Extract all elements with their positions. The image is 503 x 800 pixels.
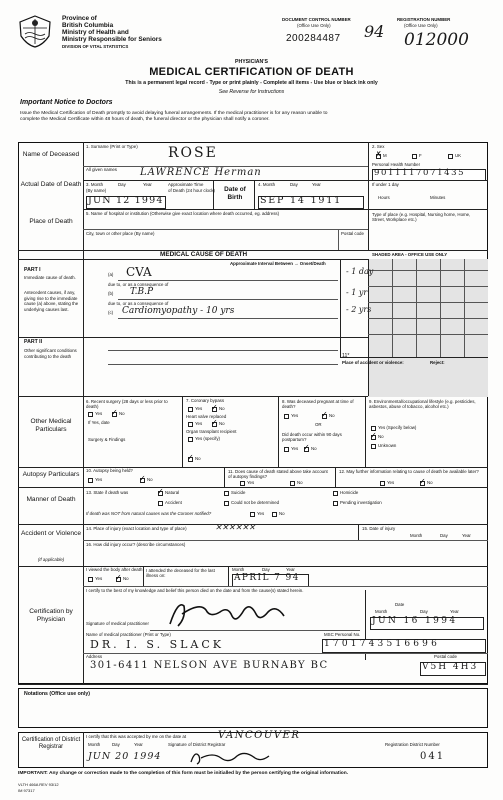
attended-label: I attended the deceased for the last illness on: [146, 568, 215, 579]
registration-sub: (Office Use Only) [404, 23, 438, 28]
doc-control-number: 200284487 [286, 33, 341, 44]
name-of-deceased-label: Name of Deceased [22, 151, 80, 158]
msc-label: MSC Personal No. [324, 632, 361, 637]
death-certificate-form: Province of British Columbia Ministry of Health and Ministry Responsible for Seniors DIVISION OF VITAL STATISTICS DOCUMENT CONTROL NUMBER (Office Use Only) 200284487 REGISTRATION NUMBER (Office Use Only) 94 012000 PHYSICIAN'S MEDICAL CERTIFICATION OF DEATH This is a permanent legal record - Type or print plainly - Complete all items - Use blue or black ink only See Reverse for Instructions Important Notice to Doctors Issue the Medical Certification of Death promptly to avoid delaying funeral arrangements. If the medical practitioner is for any reason unable to complete the Medical Certificate within 48 hours of death, the funeral director or the physician shall notify a coroner. Name of Deceased Actual Date of Death Place of Death 1. Surname (Print or Type) ROSE All given names LAWRENCE Herman 2. Sex ✗ M F UK Personal Health Number 9011117071435 3. Month Day Year (By name) Approximate Time of Death (24 hour clock) JUN 12 1994 Date of Birth 4. Month Day Year SEP 14 1911 If under 1 day Hours Minutes 5. Name of hospital or institution (Otherwise give exact location where death occurred, eg. address) City, town or other place (By name) Postal code Type of place (e.g. Hospital, Nursing home, Home, Street, Workplace etc.) MEDICAL CAUSE OF DEATH SHADED AREA - OFFICE USE ONLY Approximate Interval Between → Onset/Death PART I Immediate cause of death. Antecedent causes, if any, giving rise to the immediate cause (a) above, stating the underlying causes last. (a) CVA due to, or as a consequence of (b) T.B.P due to, or as a consequence of (c) Cardiomyopathy - 10 yrs - 1 day - 1 yr - 2 yrs PART II Other significant conditions contributing to the death 11* Place of accident or violence: Reject: Other Medical Particulars 6. Recent surgery (28 days or less prior to death) Yes ✓ No If Yes, date Surgery & Findings 7. Coronary bypass Yes ✓ No Heart valve replaced Yes ✓ No Organ transplant recipient Yes (specify) ✓ No 8. Was deceased pregnant at time of death? Yes ✓ No OR Did death occur within 90 days postpartum? Yes ✓ No 9. Environmental/occupational lifestyle (e.g. pesticides, asbestos, abuse of tobacco, alcohol etc.) Yes (Specify below) ✓ No Unknown Autopsy Particulars 10. Autopsy being held? Yes ✓ No 11. Does cause of death stated above take account of autopsy findings? Yes No 12. May further information relating to cause of death be available later? Yes ✓ No Manner of Death 13. State if death was ✓ Natural Suicide Homicide Accident Could not be determined Pending investigation If death was NOT from natural causes was the Coroner notified? Yes No Accident or Violence (If applicable) 14. Place of injury (exact location and type of place) ✕✕✕✕✕✕ 15. Date of injury Month Day Year 16. How did injury occur? (describe circumstances) I viewed the body after death Yes ✓ No I attended the deceased for the last illness on: Month Day Year APRIL 7 94 I certify to the best of my knowledge and belief this person died on the date and from the cause(s) stated herein. Certification by Physician Signature of medical practitioner Date Month Day Year JUN 16 1994 Name of medical practitioner (Print or Type) DR. I. S. SLACK MSC Personal No. 1701743516696 Address 301-6411 NELSON AVE BURNABY BC Postal code V5H 4H3 Notations (Office use only) Certification of District Registrar I certify that this was accepted by me on the date at VANCOUVER Month Day Year Signature of District Registrar Registration District Number JUN 20 1994 041 IMPORTANT: Any change or correction made to the completion of this form must be initialled by the person certifying the original information. VLTH 466A REV 93/12 IM 97317 [0, 0, 503, 800]
death-by-name: (By name) [86, 188, 107, 193]
other-medical-label: Other Medical Particulars [30, 418, 72, 433]
important-footer: IMPORTANT: Any change or correction made to the completion of this form must be initialled by the person certifying the original information. [18, 771, 349, 776]
q9-environmental: 9. Environmental/occupational lifestyle (e.g. pesticides, asbestos, abuse of tobacco, alcohol etc.) [369, 399, 476, 410]
registrar-label: Certification of District Registrar [21, 737, 81, 751]
viewed-body-question: I viewed the body after death [86, 567, 143, 572]
registrar-signature [185, 748, 275, 766]
registration-hw-number: 012000 [404, 30, 469, 50]
q7-yes: Yes [195, 406, 203, 411]
q8-postpartum-yes-checkbox[interactable] [284, 447, 289, 452]
certify-statement: I certify to the best of my knowledge and belief this person died on the date and from the cause(s) stated herein. [86, 588, 304, 593]
q11-autopsy-findings: 11. Does cause of death stated above take account of autopsy findings? [228, 469, 328, 480]
registration-label: REGISTRATION NUMBER [397, 17, 451, 22]
item-11-marker: 11* [342, 353, 350, 359]
part-two-label: PART II [24, 339, 43, 345]
place-of-accident-label: Place of accident or violence: [342, 360, 404, 365]
division-name: DIVISION OF VITAL STATISTICS [62, 44, 129, 49]
shaded-area-label: SHADED AREA - OFFICE USE ONLY [372, 252, 448, 257]
province-name: British Columbia [62, 22, 114, 29]
msc-number-value: 1701743516696 [324, 639, 441, 649]
attended-date-value: APRIL 7 94 [234, 573, 300, 583]
practitioner-name-value: DR. I. S. SLACK [90, 638, 224, 651]
address-label: Address [86, 654, 103, 659]
under-one-day-label: If under 1 day [372, 182, 399, 187]
q14-struck-out: ✕✕✕✕✕✕ [215, 523, 256, 532]
notice-text-1: Issue the Medical Certification of Death promptly to avoid delaying funeral arrangements. If the medical practitioner is for any reason unable to [20, 111, 328, 116]
practitioner-name-label: Name of medical practitioner (Print or Type) [86, 632, 171, 637]
date-signed-value: JUN 16 1994 [372, 616, 458, 626]
hours-label: Hours [378, 195, 390, 200]
q11-no-checkbox[interactable] [290, 481, 295, 486]
sex-f-checkbox[interactable] [412, 154, 417, 159]
doc-control-label: DOCUMENT CONTROL NUMBER [282, 17, 351, 22]
part-one-label: PART I [24, 267, 41, 273]
death-day-label: Day [118, 182, 126, 187]
bc-coat-of-arms-logo [15, 14, 55, 48]
given-names-label: All given names [86, 167, 117, 172]
registrar-district-number: 041 [420, 751, 446, 762]
registration-hw-prefix: 94 [364, 22, 385, 41]
other-significant-label: Other significant conditions contributing to the death [24, 348, 77, 359]
cause-a-label: (a) [108, 272, 114, 277]
registrar-date-value: JUN 20 1994 [88, 751, 162, 762]
q7-no: No [219, 406, 225, 411]
q6-no: No [119, 411, 125, 416]
death-year-label: Year [143, 182, 152, 187]
interval-a-value: - 1 day [346, 267, 374, 276]
notice-text-2: complete the Medical Certificate within 48 hours of death, the funeral director or the physician shall notify a coroner. [20, 117, 270, 122]
q10-autopsy: 10. Autopsy being held? [86, 468, 133, 473]
manner-of-death-label: Manner of Death [26, 496, 76, 503]
sex-uk-label: UK [455, 153, 462, 158]
signature-label: Signature of medical practitioner [86, 621, 149, 626]
postal-code-label: Postal code [341, 231, 364, 236]
q6-yes: Yes [95, 411, 103, 416]
sex-m-label: M [383, 153, 387, 158]
q7-organ-yes-checkbox[interactable] [188, 437, 193, 442]
q8-yes-checkbox[interactable] [284, 414, 289, 419]
approx-time-sub: of Death (24 hour clock) [168, 188, 215, 193]
actual-date-of-death-label: Actual Date of Death [20, 181, 82, 188]
q12-further-info: 12. May further information relating to cause of death be available later? [339, 469, 479, 474]
q6-date-label: If Yes, date [88, 420, 110, 425]
cause-b-value: T.B.P [130, 287, 154, 297]
death-date-value: JUN 12 1994 [88, 195, 164, 206]
immediate-cause-label: Immediate cause of death. [24, 275, 76, 280]
q8-or: OR [315, 422, 322, 427]
dob-value: SEP 14 1911 [260, 195, 342, 206]
form-title: MEDICAL CERTIFICATION OF DEATH [149, 66, 354, 78]
place-of-death-label: Place of Death [29, 218, 73, 225]
office-use-shaded-area [368, 259, 488, 397]
dob-month-label: 4. Month [258, 182, 276, 187]
q13-state-if: 13. State if death was [86, 490, 129, 495]
dob-year-label: Year [312, 182, 321, 187]
ministry-name: Ministry of Health and [62, 29, 129, 36]
ministry-name-2: Ministry Responsible for Seniors [62, 36, 162, 43]
q8-postpartum: Did death occur within 90 days postpartum? [282, 432, 342, 443]
given-names-value: LAWRENCE Herman [140, 167, 262, 178]
undetermined-checkbox[interactable] [224, 501, 229, 506]
coroner-yes-checkbox[interactable] [250, 512, 255, 517]
sex-uk-checkbox[interactable] [448, 154, 453, 159]
surname-label: 1. Surname (Print or Type) [86, 144, 138, 149]
place-of-death-instruction: 5. Name of hospital or institution (Otherwise give exact location where death occurred, eg. address) [86, 211, 280, 216]
cause-header: MEDICAL CAUSE OF DEATH [160, 251, 248, 258]
pending-checkbox[interactable] [333, 501, 338, 506]
address-value: 301-6411 NELSON AVE BURNABY BC [90, 660, 329, 671]
registration-district-label: Registration District Number [385, 742, 440, 747]
due-to-b: due to, or as a consequence of [108, 301, 169, 306]
cause-c-label: (c) [108, 310, 114, 315]
form-stock-number: IM 97317 [18, 788, 35, 793]
q9-unknown-checkbox[interactable] [371, 444, 376, 449]
cause-b-label: (b) [108, 291, 114, 296]
notice-heading: Important Notice to Doctors [20, 99, 113, 106]
q15-date-of-injury: 15. Date of injury [362, 526, 396, 531]
q14-place-of-injury: 14. Place of injury (exact location and type of place) [86, 526, 187, 531]
date-of-birth-label: Date of Birth [224, 186, 246, 201]
suicide-checkbox[interactable] [224, 491, 229, 496]
type-of-place-label: Type of place (e.g. Hospital, Nursing home, Home, Street, Workplace etc.) [372, 212, 471, 223]
interval-label: Approximate Interval Between → Onset/Death [230, 261, 326, 266]
physicians-label: PHYSICIAN'S [235, 59, 268, 65]
dob-day-label: Day [290, 182, 298, 187]
autopsy-label: Autopsy Particulars [22, 471, 80, 478]
notations-label: Notations (Office use only) [24, 691, 91, 697]
q12-yes-checkbox[interactable] [380, 481, 385, 486]
city-label: City, town or other place (By name) [86, 231, 155, 236]
q6-recent-surgery: 6. Recent surgery (28 days or less prior to death) [86, 399, 168, 410]
interval-b-value: - 1 yr [346, 288, 368, 297]
registrar-signature-label: Signature of District Registrar [168, 742, 226, 747]
coroner-no-checkbox[interactable] [272, 512, 277, 517]
q16-how-injury: 16. How did injury occur? (describe circumstances) [86, 542, 186, 547]
q7-coronary-bypass: 7. Coronary bypass [186, 398, 225, 403]
date-signed-label: Date [395, 602, 405, 607]
accident-violence-sub: (If applicable) [37, 557, 65, 562]
province-label: Province of [62, 15, 97, 22]
q6-yes-checkbox[interactable] [88, 412, 93, 417]
label-column-divider [83, 142, 84, 684]
approx-time-label: Approximate Time [168, 182, 204, 187]
accident-checkbox[interactable] [158, 501, 163, 506]
sex-label: 2. Sex [372, 144, 385, 149]
sex-f-label: F [419, 153, 422, 158]
homicide-checkbox[interactable] [333, 491, 338, 496]
form-number: VLTH 466A REV 93/12 [18, 782, 59, 787]
phn-value: 9011117071435 [374, 168, 466, 178]
accident-violence-label: Accident or Violence [21, 530, 81, 537]
q11-yes-checkbox[interactable] [240, 481, 245, 486]
doc-control-sub: (Office Use Only) [297, 23, 331, 28]
due-to-a: due to, or as a consequence of [108, 282, 169, 287]
death-month-label: 3. Month [86, 182, 104, 187]
q7-heart-yes-checkbox[interactable] [188, 422, 193, 427]
certification-physician-label: Certification by Physician [29, 608, 73, 623]
registrar-place-value: VANCOUVER [218, 730, 301, 741]
q7-heart-valve: Heart valve replaced [186, 414, 227, 419]
viewed-yes-checkbox[interactable] [88, 577, 93, 582]
q10-yes-checkbox[interactable] [88, 478, 93, 483]
see-reverse: See Reverse for Instructions [218, 89, 285, 95]
physician-postal-value: V5H 4H3 [422, 662, 479, 672]
surname-value: ROSE [168, 145, 218, 161]
q7-organ-transplant: Organ transplant recipient [186, 429, 237, 434]
minutes-label: Minutes [430, 195, 446, 200]
q7-yes-checkbox[interactable] [188, 407, 193, 412]
physician-signature [160, 596, 300, 632]
coroner-notified-question: If death was NOT from natural causes was the Coroner notified? [86, 511, 212, 516]
physician-postal-label: Postal code [434, 654, 457, 659]
phn-label: Personal Health Number [372, 162, 421, 167]
antecedent-label: Antecedent causes, if any, giving rise to the immediate cause (a) above, stating the underlying causes last. [24, 290, 79, 312]
cause-a-value: CVA [126, 265, 152, 279]
cause-c-value: Cardiomyopathy - 10 yrs [122, 306, 235, 316]
interval-c-value: - 2 yrs [346, 305, 372, 314]
q6-surgery-label: Surgery & Findings [88, 437, 126, 442]
form-subtitle: This is a permanent legal record - Type or print plainly - Complete all items - Use blue or black ink only [125, 80, 378, 86]
reject-label: Reject: [430, 360, 445, 365]
q8-pregnant: 8. Was deceased pregnant at time of death? [282, 399, 354, 410]
registrar-certify: I certify that this was accepted by me on the date at [86, 734, 187, 739]
